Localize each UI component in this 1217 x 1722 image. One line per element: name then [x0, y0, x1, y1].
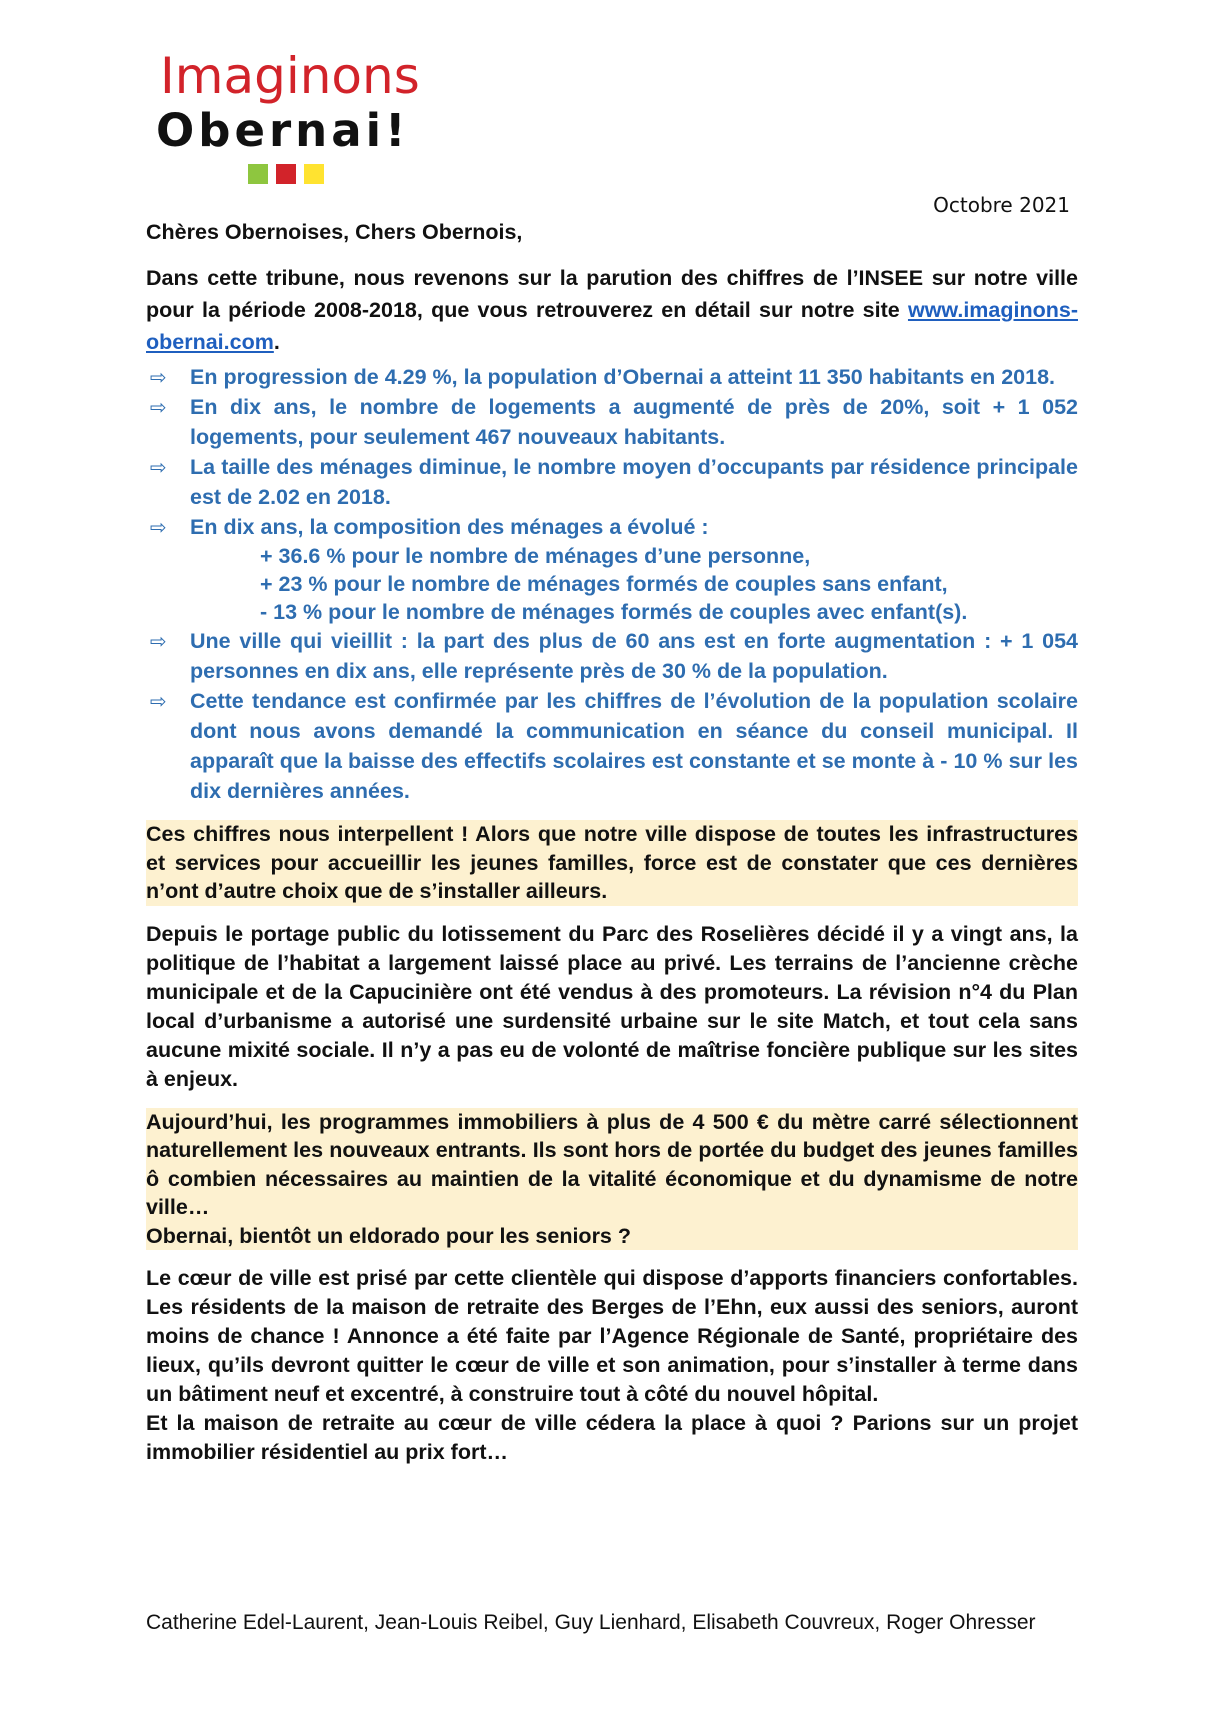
paragraph-housing-policy — [146, 920, 1078, 1094]
list-item: ⇨ Cette tendance est confirmée par les chiffres de l’évolution de la population scolaire dont nous avons demandé la communication en séance du conseil municipal. Il apparaît que la baisse des effectifs scolaires est constante et se monte à - 10 % sur les dix dernières années. — [146, 686, 1078, 806]
greeting: Chères Obernoises, Chers Obernois, — [146, 220, 523, 244]
sub-item: - 13 % pour le nombre de ménages formés de couples avec enfant(s). — [260, 600, 968, 624]
logo-square-green — [248, 164, 268, 184]
list-item: ⇨ En dix ans, la composition des ménages a évolué : + 36.6 % pour le nombre de ménages d’une personne, + 23 % pour le nombre de ménages formés de couples sans enfant, - 13 % pour le nombre de ménages formés de couples avec enfant(s). — [146, 512, 1078, 626]
sub-item: + 23 % pour le nombre de ménages formés de couples sans enfant, — [260, 572, 948, 596]
arrow-right-outline-icon: ⇨ — [150, 515, 167, 539]
intro-text: Dans cette tribune, nous revenons sur la parution des chiffres de l’INSEE sur notre ville pour la période 2008-2018, que vous retrouverez en détail sur notre site — [146, 266, 1078, 322]
list-item: ⇨ Une ville qui vieillit : la part des plus de 60 ans est en forte augmentation : + 1 054 personnes en dix ans, elle représente près de 30 % de la population. — [146, 626, 1078, 686]
sub-item: + 36.6 % pour le nombre de ménages d’une personne, — [260, 544, 811, 568]
arrow-right-outline-icon: ⇨ — [150, 689, 167, 713]
arrow-right-outline-icon: ⇨ — [150, 455, 167, 479]
statistics-list — [146, 362, 1078, 806]
highlight-paragraph-2 — [146, 1108, 1078, 1251]
list-item: ⇨ En dix ans, le nombre de logements a augmenté de près de 20%, soit + 1 052 logements, pour seulement 467 nouveaux habitants. — [146, 392, 1078, 452]
paragraph-question: Et la maison de retraite au cœur de ville cédera la place à quoi ? Parions sur un projet immobilier résidentiel au prix fort… — [146, 1411, 1078, 1464]
paragraph-retirement-home — [146, 1264, 1078, 1467]
list-item: ⇨ En progression de 4.29 %, la population d’Obernai a atteint 11 350 habitants en 2018. — [146, 362, 1078, 392]
logo — [156, 46, 456, 186]
logo-text-obernai: Obernai! — [156, 104, 410, 157]
intro-paragraph — [146, 262, 1078, 358]
household-composition-sublist — [190, 542, 1078, 626]
arrow-right-outline-icon: ⇨ — [150, 395, 167, 419]
website-link[interactable]: www.imaginons-obernai.com — [146, 298, 1078, 354]
document-date: Octobre 2021 — [933, 193, 1070, 217]
highlight-paragraph-1 — [146, 820, 1078, 906]
list-item: ⇨ La taille des ménages diminue, le nombre moyen d’occupants par résidence principale est de 2.02 en 2018. — [146, 452, 1078, 512]
arrow-right-outline-icon: ⇨ — [150, 629, 167, 653]
logo-color-squares — [248, 164, 324, 184]
paragraph: Le cœur de ville est prisé par cette clientèle qui dispose d’apports financiers confortables. Les résidents de la maison de retraite des Berges de l’Ehn, eux aussi des seniors, auront moins de chance ! Annonce a été faite par l’Agence Régionale de Santé, propriétaire des lieux, qu’ils devront quitter le cœur de ville et son animation, pour s’installer à terme dans un bâtiment neuf et excentré, à construire tout à côté du nouvel hôpital. — [146, 1266, 1078, 1406]
paragraph: Aujourd’hui, les programmes immobiliers à plus de 4 500 € du mètre carré sélectionnent naturellement les nouveaux entrants. Ils sont hors de portée du budget des jeunes familles ô combien nécessaires au maintien de la vitalité économique et du dynamisme de notre ville… — [146, 1109, 1078, 1219]
logo-square-red — [276, 164, 296, 184]
paragraph: Ces chiffres nous interpellent ! Alors que notre ville dispose de toutes les infrastructures et services pour accueillir les jeunes familles, force est de constater que ces dernières n’ont d’autre choix que de s’installer ailleurs. — [146, 822, 1078, 903]
intro-after: . — [273, 330, 280, 354]
paragraph-question: Obernai, bientôt un eldorado pour les seniors ? — [146, 1223, 631, 1248]
letter-body — [146, 218, 1078, 1467]
logo-square-yellow — [304, 164, 324, 184]
signatories: Catherine Edel-Laurent, Jean-Louis Reibel, Guy Lienhard, Elisabeth Couvreux, Roger Ohresser — [146, 1611, 1036, 1634]
arrow-right-outline-icon: ⇨ — [150, 365, 167, 389]
paragraph: Depuis le portage public du lotissement du Parc des Roselières décidé il y a vingt ans, la politique de l’habitat a largement laissé place au privé. Les terrains de l’ancienne crèche municipale et de la Capucinière ont été vendus à des promoteurs. La révision n°4 du Plan local d’urbanisme a autorisé une surdensité urbaine sur le site Match, et tout cela sans aucune mixité sociale. Il n’y a pas eu de volonté de maîtrise foncière publique sur les sites à enjeux. — [146, 921, 1078, 1091]
logo-text-imaginons: Imaginons — [160, 47, 420, 105]
